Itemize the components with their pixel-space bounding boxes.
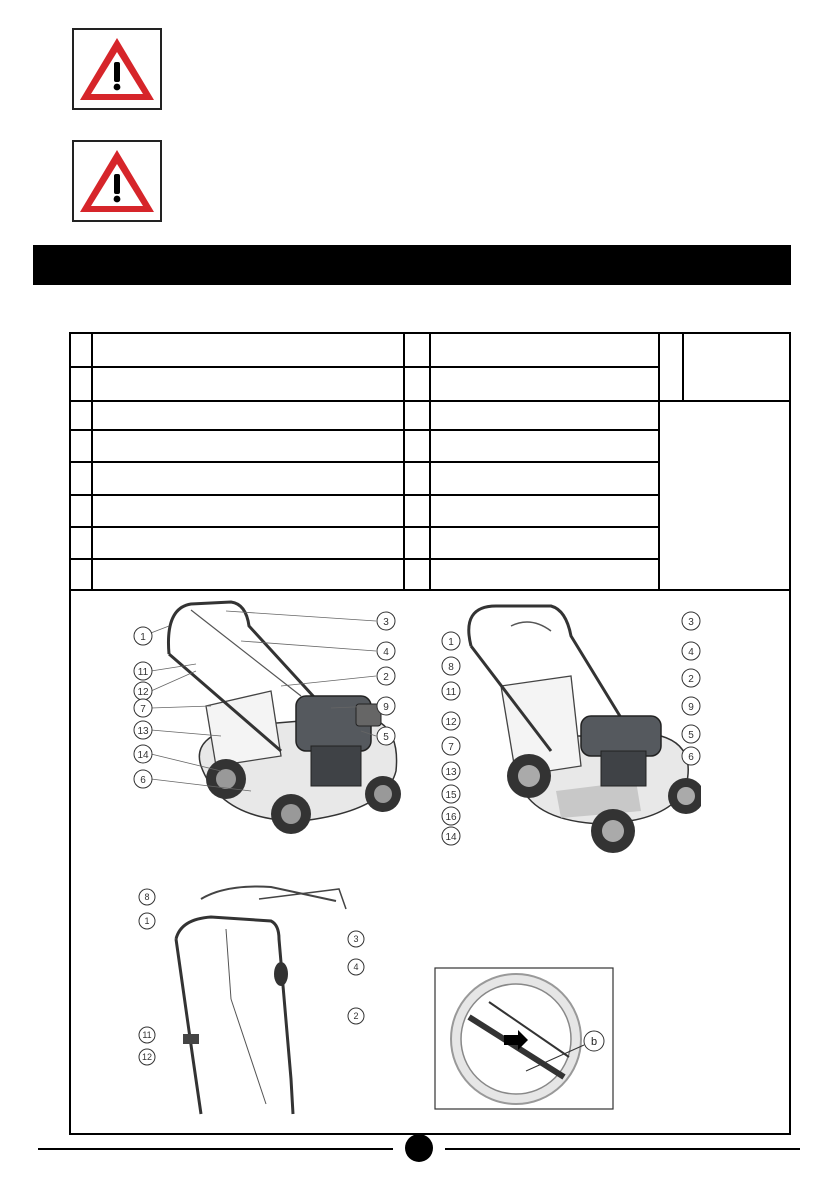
callout-handle-1: 1 [144,916,150,926]
callout-rear-1: 1 [448,637,454,648]
callout-handle-3: 3 [353,934,359,944]
callout-front-2: 2 [383,672,389,683]
warning-sign-1 [72,28,162,110]
callout-rear-7: 7 [448,742,454,753]
detail-label-b: b [590,1036,598,1048]
table-row-line [71,461,660,463]
page-number [405,1134,433,1162]
callout-front-14: 14 [137,750,149,761]
callout-rear-15: 15 [445,790,457,801]
callout-handle-11: 11 [142,1030,152,1040]
section-header-banner [33,245,791,285]
footer-rule-right [445,1148,800,1150]
callout-rear-3: 3 [688,617,694,628]
warning-sign-2 [72,140,162,222]
table-row-line [71,429,660,431]
callout-rear-14: 14 [445,832,457,843]
parts-table [69,332,791,1135]
callout-front-9: 9 [383,702,389,713]
callout-handle-4: 4 [353,962,359,972]
table-row-line [71,366,660,368]
mower-rear-illustration [441,596,701,861]
callout-front-5: 5 [383,732,389,743]
callout-handle-8: 8 [144,892,150,902]
table-divider [682,334,684,400]
table-row-line [71,400,791,402]
callout-front-7: 7 [140,704,146,715]
callout-front-1: 1 [140,632,146,643]
callout-handle-2: 2 [353,1011,359,1021]
callout-rear-11: 11 [445,687,457,698]
callout-front-3: 3 [383,617,389,628]
callout-rear-9: 9 [688,702,694,713]
callout-front-13: 13 [137,726,149,737]
warning-triangle-icon [74,142,160,220]
callout-front-12: 12 [137,687,149,698]
table-row-line [71,558,660,560]
callout-rear-4: 4 [688,647,694,658]
table-row-line [71,494,660,496]
callout-front-6: 6 [140,775,146,786]
callout-rear-12: 12 [445,717,457,728]
footer-rule-left [38,1148,393,1150]
callout-front-4: 4 [383,647,389,658]
callout-rear-5: 5 [688,730,694,741]
callout-rear-2: 2 [688,674,694,685]
callout-rear-8: 8 [448,662,454,673]
table-row-line [71,526,660,528]
cable-detail-inset [434,967,614,1110]
callout-rear-6: 6 [688,752,694,763]
callout-rear-16: 16 [445,812,457,823]
handle-exploded-illustration [131,879,391,1134]
callout-rear-13: 13 [445,767,457,778]
callout-handle-12: 12 [141,1052,153,1062]
callout-front-11: 11 [137,667,149,678]
mower-front-illustration [131,596,421,861]
table-row-line [71,589,791,591]
warning-triangle-icon [74,30,160,108]
